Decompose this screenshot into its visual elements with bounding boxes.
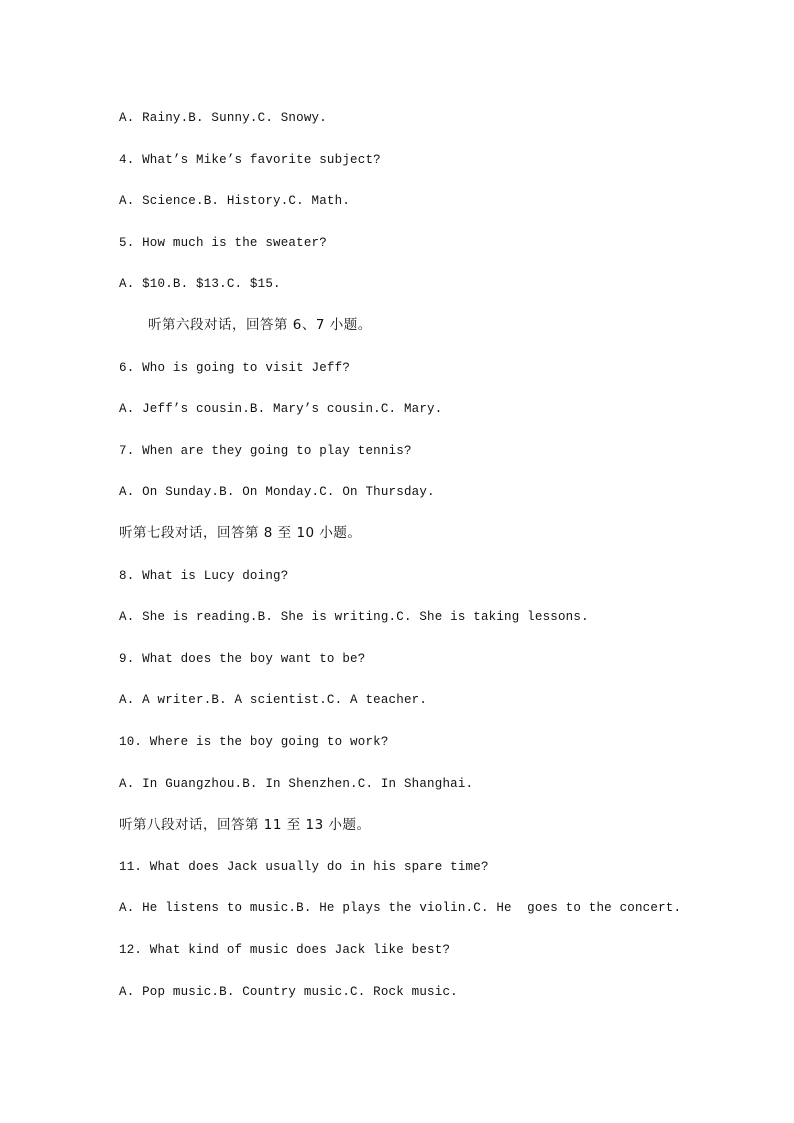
- answer-options-q7: A. On Sunday.B. On Monday.C. On Thursday.: [119, 485, 435, 499]
- answer-options-q3: A. Rainy.B. Sunny.C. Snowy.: [119, 111, 327, 125]
- section-heading-dialogue-8: 听第八段对话，回答第 11 至 13 小题。: [119, 817, 371, 833]
- question-5: 5. How much is the sweater?: [119, 236, 327, 250]
- question-11: 11. What does Jack usually do in his spare time?: [119, 860, 489, 874]
- question-8: 8. What is Lucy doing?: [119, 569, 289, 583]
- question-9: 9. What does the boy want to be?: [119, 652, 366, 666]
- answer-options-q4: A. Science.B. History.C. Math.: [119, 194, 351, 208]
- answer-options-q11: A. He listens to music.B. He plays the violin.C. He goes to the concert.: [119, 901, 682, 915]
- question-7: 7. When are they going to play tennis?: [119, 444, 412, 458]
- question-6: 6. Who is going to visit Jeff?: [119, 361, 351, 375]
- section-heading-dialogue-7: 听第七段对话，回答第 8 至 10 小题。: [119, 525, 362, 541]
- answer-options-q9: A. A writer.B. A scientist.C. A teacher.: [119, 693, 428, 707]
- answer-options-q5: A. $10.B. $13.C. $15.: [119, 277, 281, 291]
- question-10: 10. Where is the boy going to work?: [119, 735, 389, 749]
- question-4: 4. What’s Mike’s favorite subject?: [119, 153, 381, 167]
- section-heading-dialogue-6: 听第六段对话，回答第 6、7 小题。: [148, 317, 372, 333]
- answer-options-q8: A. She is reading.B. She is writing.C. She is taking lessons.: [119, 610, 589, 624]
- answer-options-q6: A. Jeff’s cousin.B. Mary’s cousin.C. Mary.: [119, 402, 443, 416]
- question-12: 12. What kind of music does Jack like best?: [119, 943, 451, 957]
- answer-options-q12: A. Pop music.B. Country music.C. Rock music.: [119, 985, 458, 999]
- answer-options-q10: A. In Guangzhou.B. In Shenzhen.C. In Shanghai.: [119, 777, 474, 791]
